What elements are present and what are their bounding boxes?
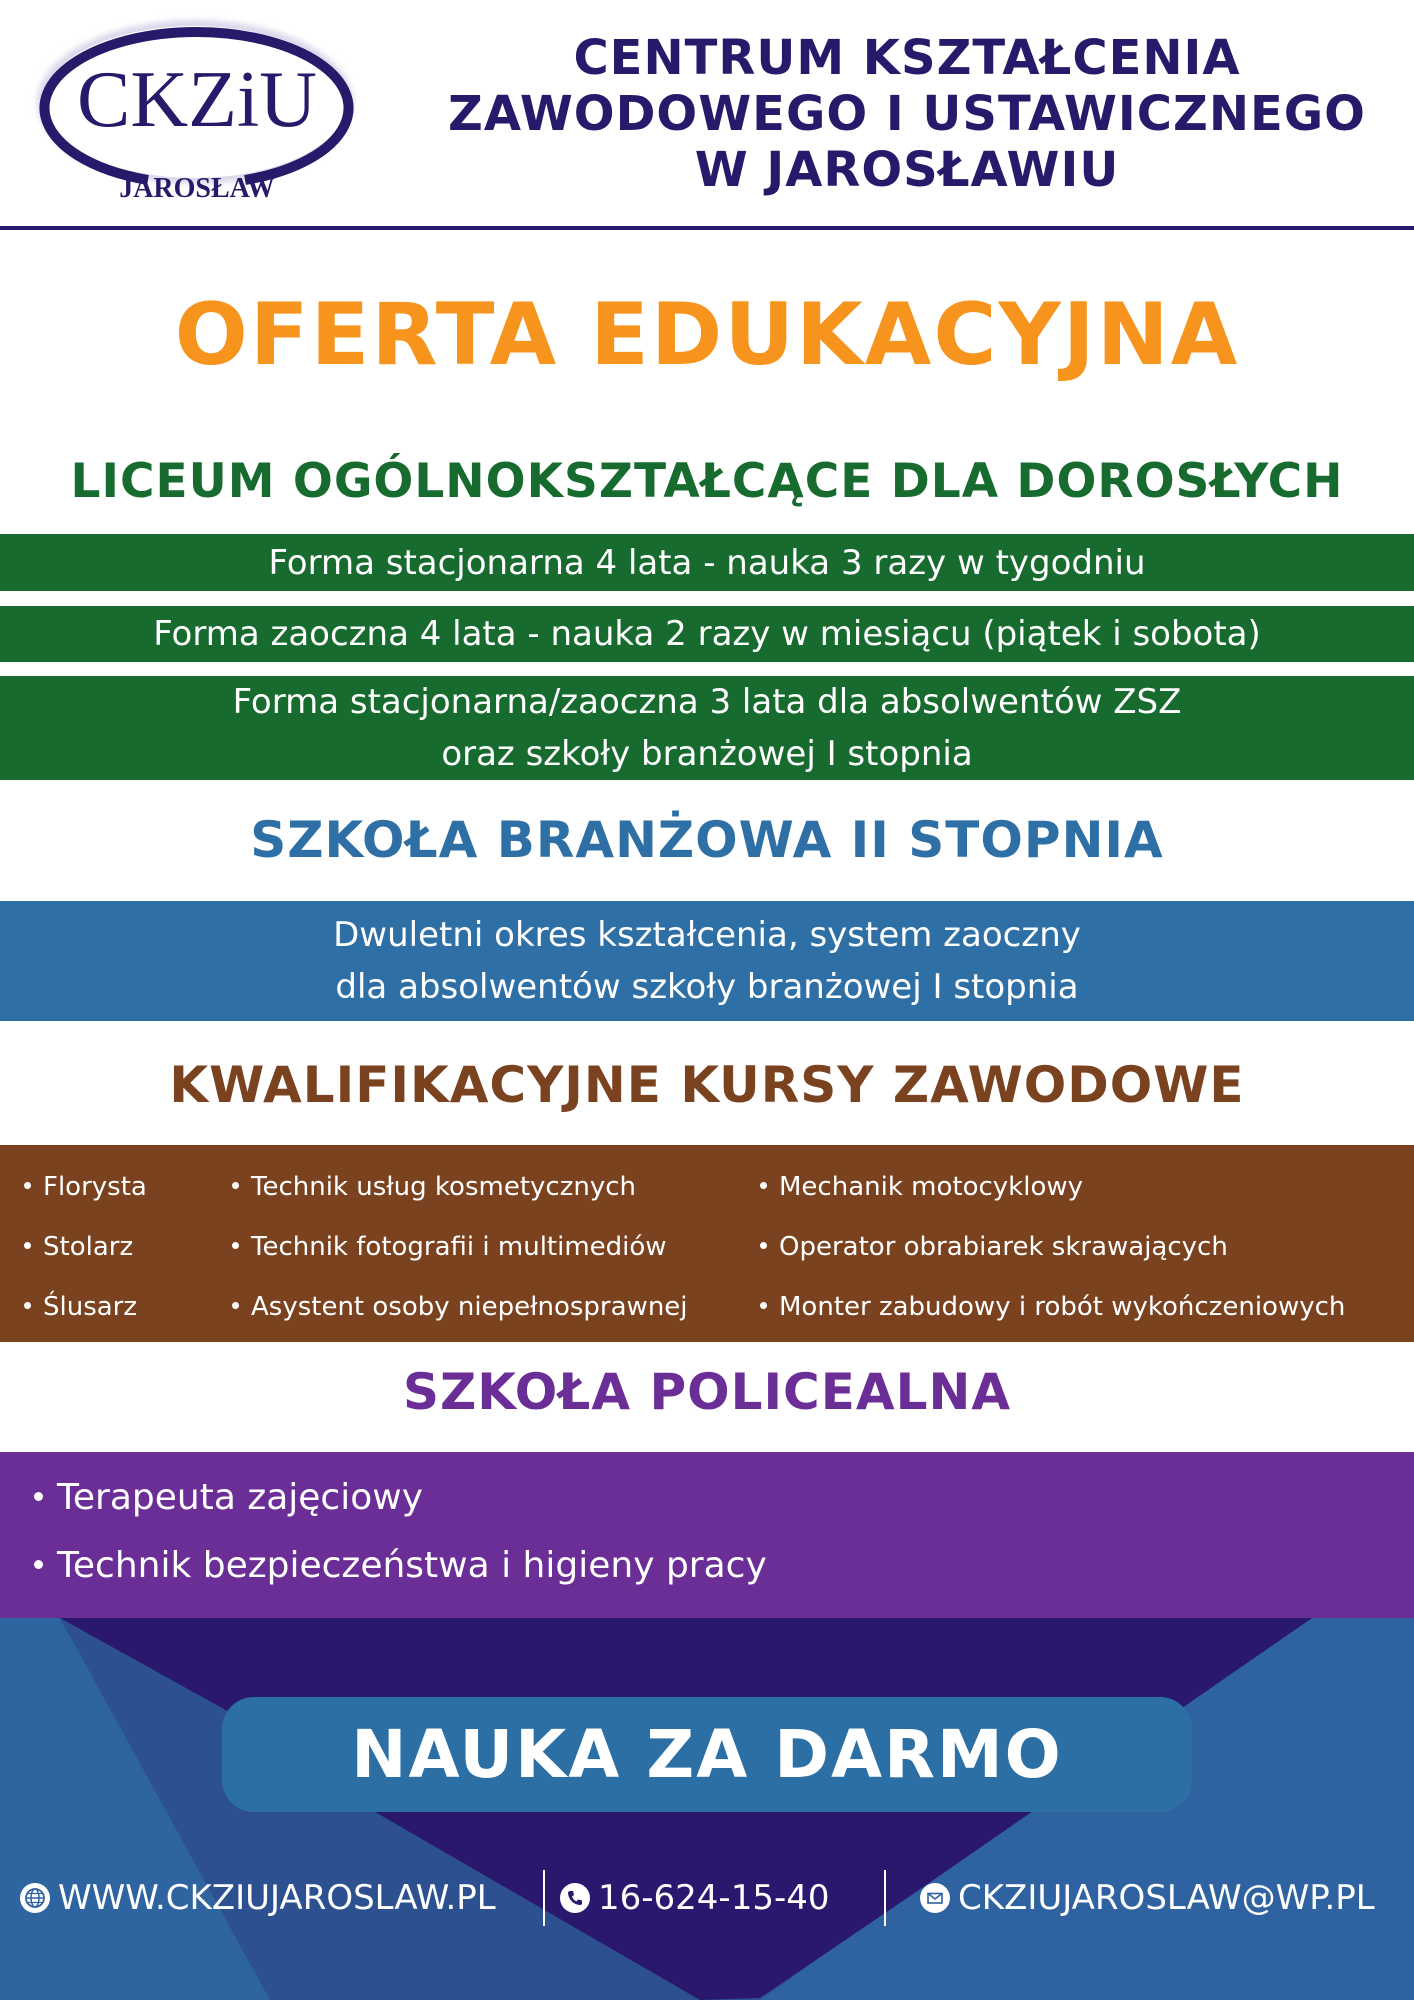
kursy-list	[0, 1145, 1414, 1342]
svg-text:CKZiU: CKZiU	[77, 56, 317, 144]
list-item: Technik usług kosmetycznych	[232, 1157, 688, 1217]
contact-divider	[884, 1870, 886, 1926]
email-link[interactable]: CKZIUJAROSLAW@WP.PL	[920, 1870, 1375, 1926]
title-line-1: CENTRUM KSZTAŁCENIA	[573, 30, 1241, 86]
bullet-icon	[232, 1242, 239, 1249]
policealna-list	[0, 1452, 1414, 1618]
globe-icon	[20, 1883, 50, 1913]
list-item: Florysta	[24, 1157, 147, 1217]
branzowa-line: dla absolwentów szkoły branżowej I stopnia	[335, 967, 1079, 1007]
list-item: Terapeuta zajęciowy	[34, 1464, 767, 1532]
phone-link[interactable]: 16-624-15-40	[560, 1870, 830, 1926]
list-item: Mechanik motocyklowy	[760, 1157, 1345, 1217]
liceum-option-text: Forma stacjonarna/zaoczna 3 lata dla absolwentów ZSZ	[232, 682, 1182, 722]
contact-bar	[0, 1870, 1414, 1926]
bullet-icon	[34, 1560, 43, 1569]
branzowa-line: Dwuletni okres kształcenia, system zaoczny	[333, 915, 1081, 955]
list-item: Stolarz	[24, 1217, 147, 1277]
liceum-option-row	[0, 606, 1414, 662]
bullet-icon	[24, 1242, 31, 1249]
kursy-column	[760, 1157, 1345, 1337]
branzowa-description	[0, 901, 1414, 1021]
bullet-icon	[24, 1302, 31, 1309]
phone-icon	[560, 1883, 590, 1913]
bullet-icon	[760, 1302, 767, 1309]
bullet-icon	[24, 1182, 31, 1189]
contact-divider	[543, 1870, 545, 1926]
free-education-banner: NAUKA ZA DARMO	[222, 1697, 1192, 1812]
list-item: Technik fotografii i multimediów	[232, 1217, 688, 1277]
list-item: Ślusarz	[24, 1277, 147, 1337]
list-item: Asystent osoby niepełnosprawnej	[232, 1277, 688, 1337]
bullet-icon	[232, 1302, 239, 1309]
list-item: Monter zabudowy i robót wykończeniowych	[760, 1277, 1345, 1337]
title-line-2: ZAWODOWEGO I USTAWICZNEGO	[448, 86, 1366, 142]
policealna-heading: SZKOŁA POLICEALNA	[402, 1363, 1012, 1421]
liceum-option-text: Forma stacjonarna 4 lata - nauka 3 razy w tygodniu	[268, 542, 1146, 583]
website-link[interactable]: WWW.CKZIUJAROSLAW.PL	[20, 1870, 496, 1926]
bullet-icon	[760, 1242, 767, 1249]
title-line-3: W JAROSŁAWIU	[694, 142, 1120, 198]
kursy-column	[232, 1157, 688, 1337]
liceum-option-row	[0, 534, 1414, 591]
liceum-option-text: oraz szkoły branżowej I stopnia	[441, 734, 973, 774]
bullet-icon	[34, 1492, 43, 1501]
branzowa-heading: SZKOŁA BRANŻOWA II STOPNIA	[250, 811, 1164, 869]
kursy-column	[24, 1157, 147, 1337]
page-title: OFERTA EDUKACYJNA	[174, 285, 1240, 385]
list-item: Operator obrabiarek skrawających	[760, 1217, 1345, 1277]
list-item: Technik bezpieczeństwa i higieny pracy	[34, 1532, 767, 1600]
header-divider	[0, 226, 1414, 230]
footer	[0, 1618, 1414, 2000]
svg-text:JAROSŁAW: JAROSŁAW	[119, 173, 275, 204]
kursy-heading: KWALIFIKACYJNE KURSY ZAWODOWE	[169, 1056, 1245, 1114]
liceum-heading: LICEUM OGÓLNOKSZTAŁCĄCE DLA DOROSŁYCH	[70, 454, 1344, 509]
logo-emblem-icon	[30, 14, 364, 208]
liceum-option-text: Forma zaoczna 4 lata - nauka 2 razy w miesiącu (piątek i sobota)	[153, 614, 1261, 654]
liceum-option-row	[0, 676, 1414, 780]
bullet-icon	[232, 1182, 239, 1189]
bullet-icon	[760, 1182, 767, 1189]
school-name-title	[400, 30, 1414, 198]
envelope-icon	[920, 1883, 950, 1913]
school-logo	[30, 14, 364, 208]
